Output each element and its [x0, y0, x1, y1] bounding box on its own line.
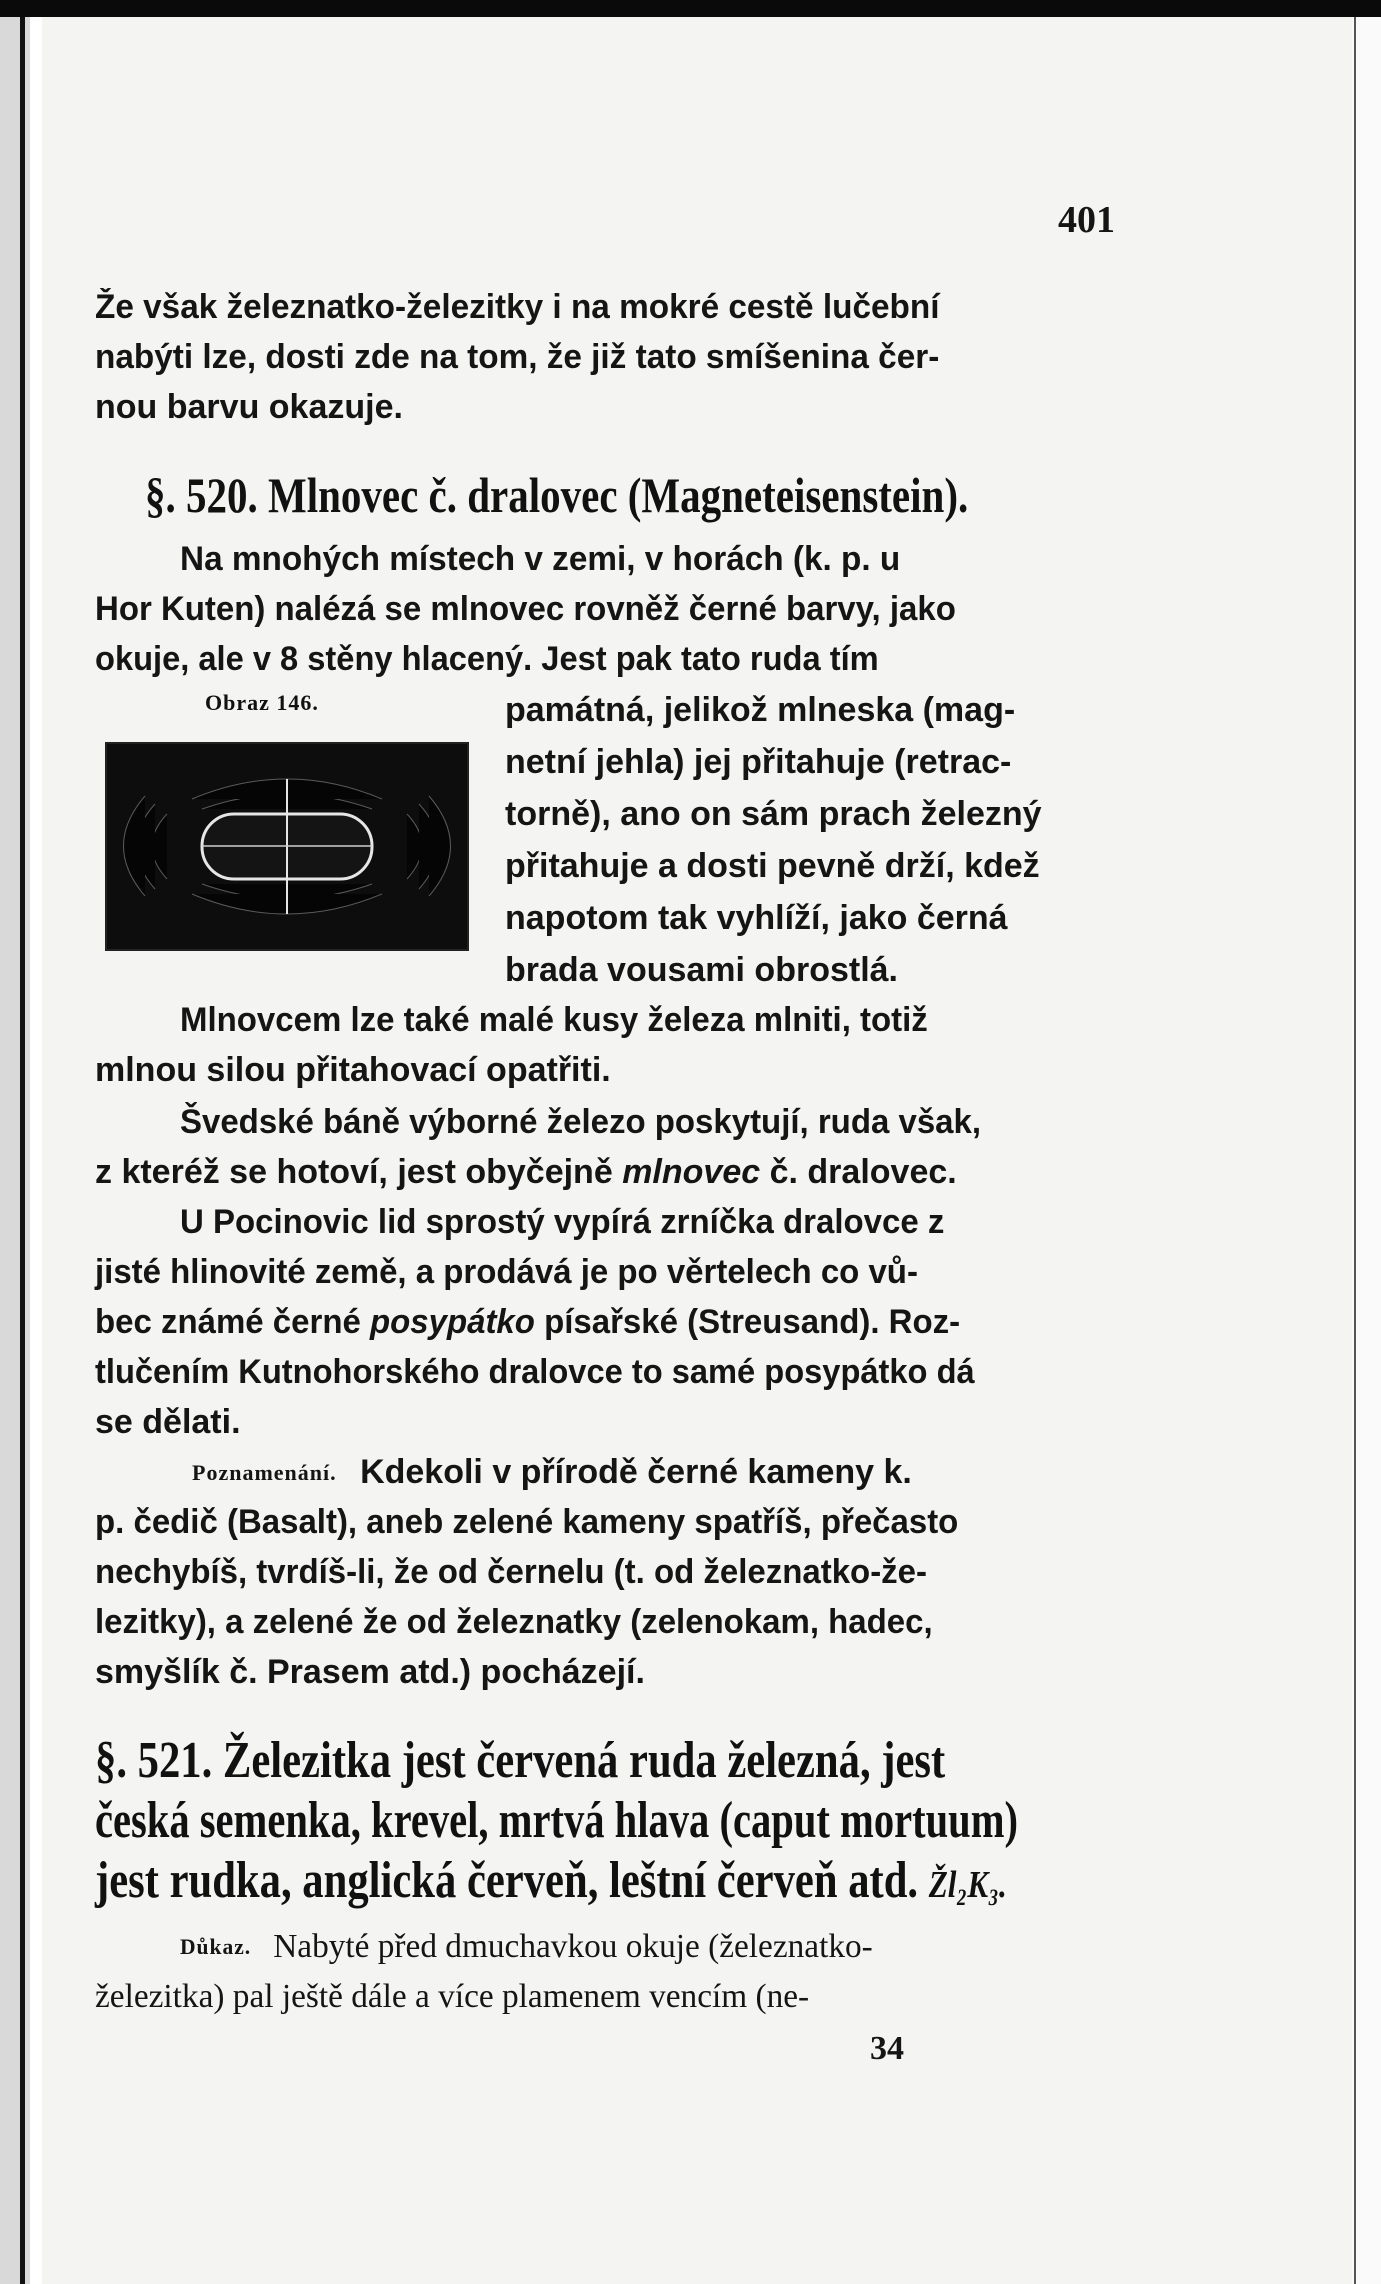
spine-shadow-line [20, 17, 25, 2284]
s520-line-3: okuje, ale v 8 stěny hlacený. Jest pak tato ruda tím [95, 640, 879, 678]
s520-para4-line-5: se dělati. [95, 1403, 241, 1441]
chemical-formula: Žl₂K₃. [928, 1864, 1007, 1906]
s520-para2-line-1: Mlnovcem lze také malé kusy železa mlniti, totiž [180, 1001, 928, 1039]
s520-line-2: Hor Kuten) nalézá se mlnovec rovněž černé barvy, jako [95, 590, 956, 628]
s520-note-line-2: p. čedič (Basalt), aneb zelené kameny spatříš, přečasto [95, 1503, 959, 1541]
s520-side-line-1: památná, jelikož mlneska (mag- [505, 691, 1016, 729]
section-521-heading-line-2: česká semenka, krevel, mrtvá hlava (caput mortuum) [95, 1792, 1019, 1849]
proof-line-1-text: Nabyté před dmuchavkou okuje (železnatko- [273, 1928, 873, 1965]
s520-para2-line-2: mlnou silou přitahovací opatřiti. [95, 1051, 611, 1089]
s521-proof-line-1 [180, 1930, 873, 1964]
s520-para4-line-3 [95, 1305, 960, 1339]
note-line-1-text: Kdekoli v přírodě černé kameny k. [360, 1453, 912, 1491]
magnet-figure [105, 742, 469, 951]
s520-note-line-3: nechybíš, tvrdíš-li, že od černelu (t. od železnatko-že- [95, 1553, 928, 1591]
intro-line-3: nou barvu okazuje. [95, 388, 403, 426]
page-right-edge [1352, 17, 1381, 2284]
s520-side-line-4: přitahuje a dosti pevně drží, kdež [505, 847, 1040, 885]
s520-para4-line-4: tlučením Kutnohorského dralovce to samé posypátko dá [95, 1353, 975, 1391]
signature-mark: 34 [870, 2030, 904, 2067]
s520-side-line-5: napotom tak vyhlíží, jako černá [505, 899, 1008, 937]
s520-para3-line-2-prefix: z kteréž se hotoví, jest obyčejně [95, 1153, 613, 1191]
s520-para3-line-1: Švedské báně výborné železo poskytují, ruda však, [180, 1103, 982, 1141]
section-521-heading-line-3 [95, 1852, 1007, 1909]
section-521-heading-line-3-text: jest rudka, anglická červeň, leštní červeň atd. [95, 1852, 919, 1909]
s520-para4-line-3-prefix: bec známé černé [95, 1303, 361, 1341]
intro-line-2: nabýti lze, dosti zde na tom, že již tato smíšenina čer- [95, 338, 940, 376]
page-number: 401 [1058, 199, 1115, 241]
s520-para4-italic-term: posypátko [369, 1303, 535, 1341]
magnet-iron-filings-illustration [107, 744, 467, 949]
s520-para3-line-2 [95, 1155, 957, 1189]
s520-note-line-5: smyšlík č. Prasem atd.) pocházejí. [95, 1653, 645, 1691]
s520-para4-line-2: jisté hlinovité země, a prodává je po věrtelech co vů- [95, 1253, 918, 1291]
s520-para4-line-3-suffix: písařské (Streusand). Roz- [544, 1303, 961, 1341]
s520-side-line-6: brada vousami obrostlá. [505, 951, 898, 989]
s520-line-1: Na mnohých místech v zemi, v horách (k. p. u [180, 540, 901, 578]
note-label: Poznamenání. [192, 1460, 337, 1485]
s520-note-line-4: lezitky), a zelené že od železnatky (zelenokam, hadec, [95, 1603, 933, 1641]
figure-caption: Obraz 146. [205, 690, 319, 715]
section-520-heading: §. 520. Mlnovec č. dralovec (Magneteisenstein). [145, 467, 969, 523]
intro-line-1: Že však železnatko-železitky i na mokré cestě lučební [95, 288, 940, 326]
s520-para3-line-2-suffix: č. dralovec. [769, 1153, 957, 1191]
scan-top-border [0, 0, 1381, 17]
s520-para3-italic-term: mlnovec [622, 1153, 761, 1191]
s520-note-line-1 [192, 1455, 912, 1489]
book-spine [0, 17, 30, 2284]
proof-label: Důkaz. [180, 1934, 252, 1959]
s521-proof-line-2: železitka) pal ještě dále a více plamenem vencím (ne- [95, 1978, 810, 2015]
section-521-heading-line-1: §. 521. Železitka jest červená ruda železná, jest [95, 1732, 946, 1789]
s520-side-line-2: netní jehla) jej přitahuje (retrac- [505, 743, 1012, 781]
page-edge-line [1354, 17, 1356, 2284]
s520-side-line-3: torně), ano on sám prach železný [505, 795, 1042, 833]
s520-para4-line-1: U Pocinovic lid sprostý vypírá zrníčka dralovce z [180, 1203, 945, 1241]
